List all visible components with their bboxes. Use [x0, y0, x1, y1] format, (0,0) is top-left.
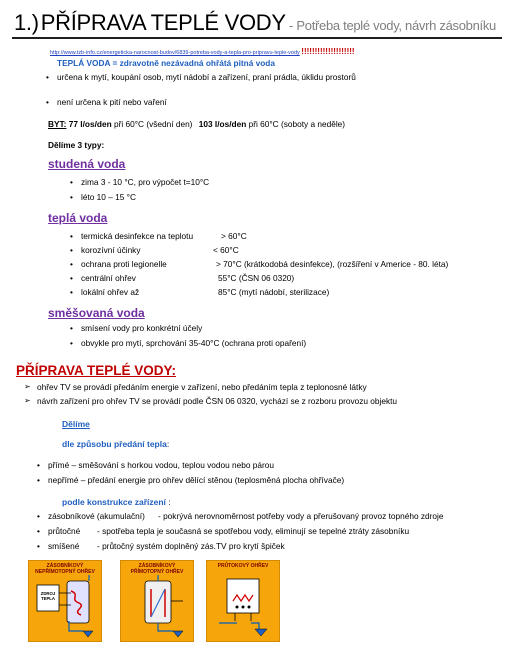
source-link[interactable]: http://www.tzb-info.cz/energeticka-narocnost-budov/6839-potreba-vody-a-tepla-pro-pripravu-teple-vody — [50, 50, 300, 56]
cold-item-winter: • zima 3 - 10 °C, pro výpočet t=10°C — [81, 178, 209, 186]
title-rule — [12, 37, 502, 39]
title-number: 1.) — [14, 10, 39, 35]
preparation-item: ➢ návrh zařízení pro ohřev TV se provádí podle ČSN 06 0320, vychází se z rozboru provozu objektu — [37, 397, 397, 405]
weekend-text: při 60°C (soboty a neděle) — [248, 119, 346, 129]
diagram-title: ZÁSOBNÍKOVÝ NEPŘÍMOTOPNÝ OHŘEV — [35, 563, 95, 575]
weekday-value: 77 l/os/den — [68, 119, 112, 129]
hot-item-value: > 70°C (krátkodobá desinfekce), (rozšíření v Americe - 80. léta) — [216, 259, 449, 269]
consumption-line — [48, 120, 345, 128]
page-title — [14, 10, 496, 36]
by-construction-heading: podle konstrukce zařízení : — [62, 497, 171, 507]
heat-source-label: ZDROJ TEPLA — [40, 591, 56, 602]
hot-item-value: > 60°C — [221, 231, 247, 241]
diagram-title: PRŮTOKOVÝ OHŘEV — [217, 563, 269, 569]
flow-heater-illustration — [207, 561, 281, 643]
construction-text: - pokrývá nerovnoměrnost potřeby vody a přerušovaný provoz topného zdroje — [158, 511, 444, 521]
mixed-item: • smísení vody pro konkrétní účely — [81, 324, 202, 332]
construction-label: • zásobníkové (akumulační) — [48, 512, 145, 520]
diagram-title: ZÁSOBNÍKOVÝ PŘÍMOTOPNÝ OHŘEV — [130, 563, 184, 575]
hot-item-label: • ochrana proti legionelle — [81, 260, 167, 268]
hot-item-label: • centrální ohřev — [81, 274, 136, 282]
page-subtitle: Potřeba teplé vody, návrh zásobníku — [296, 18, 496, 33]
construction-label: • průtočné — [48, 527, 80, 535]
title-separator: - — [285, 18, 297, 33]
types-heading: Dělíme 3 typy: — [48, 140, 105, 150]
definition: TEPLÁ VODA = zdravotně nezávadná ohřátá pitná voda — [57, 58, 275, 68]
hot-item-value: 55°C (ČSN 06 0320) — [218, 273, 295, 283]
diagram-storage-direct — [120, 560, 194, 642]
weekend-value: 103 l/os/den — [198, 119, 247, 129]
construction-text: - spotřeba tepla je současná se spotřebou vody, eliminují se tepelné ztráty zásobníku — [97, 526, 410, 536]
hot-item-label: • lokální ohřev až — [81, 288, 139, 296]
hot-item-label: • korozívní účinky — [81, 246, 140, 254]
source-link-line — [50, 47, 355, 56]
preparation-item: ➢ ohřev TV se provádí předáním energie v zařízení, nebo předáním tepla z teplonosné látky — [37, 383, 367, 391]
diagram-storage-indirect — [28, 560, 102, 642]
title-text: PŘÍPRAVA TEPLÉ VODY — [40, 10, 286, 35]
construction-text: - průtočný systém doplněný zás.TV pro krytí špiček — [97, 541, 285, 551]
cold-item-summer: • léto 10 – 15 °C — [81, 193, 136, 201]
weekday-text: při 60°C (všední den) — [113, 119, 193, 129]
direct-heater-illustration — [121, 561, 195, 643]
preparation-heading: PŘÍPRAVA TEPLÉ VODY: — [16, 363, 177, 378]
mixed-water-heading: směšovaná voda — [48, 306, 145, 320]
mixed-item: • obvykle pro mytí, sprchování 35-40°C (ochrana proti opaření) — [81, 339, 306, 347]
indirect-heater-illustration — [29, 561, 103, 643]
consumption-label: BYT: — [48, 119, 67, 129]
transfer-item: • přímé – směšování s horkou vodou, teplou vodou nebo párou — [48, 461, 274, 469]
hot-item-value: 85°C (mytí nádobí, sterilizace) — [218, 287, 330, 297]
cold-water-heading: studená voda — [48, 157, 126, 171]
divide-heading: Dělíme — [62, 419, 90, 429]
diagram-flow-heater — [206, 560, 280, 642]
exclamation-marks: !!!!!!!!!!!!!!!!!!!! — [301, 47, 355, 56]
purpose-text: • určena k mytí, koupání osob, mytí nádobí a zařízení, praní prádla, úklidu prostorů — [57, 73, 356, 81]
hot-water-heading: teplá voda — [48, 211, 108, 225]
hot-item-value: < 60°C — [213, 245, 239, 255]
transfer-item: • nepřímé – předání energie pro ohřev dělící stěnou (teplosměná plocha ohřívače) — [48, 476, 344, 484]
by-transfer-heading: dle způsobu předání tepla: — [62, 439, 170, 449]
construction-label: • smíšené — [48, 542, 79, 550]
not-for-text: • není určena k pití nebo vaření — [57, 98, 167, 106]
hot-item-label: • termická desinfekce na teplotu — [81, 232, 193, 240]
